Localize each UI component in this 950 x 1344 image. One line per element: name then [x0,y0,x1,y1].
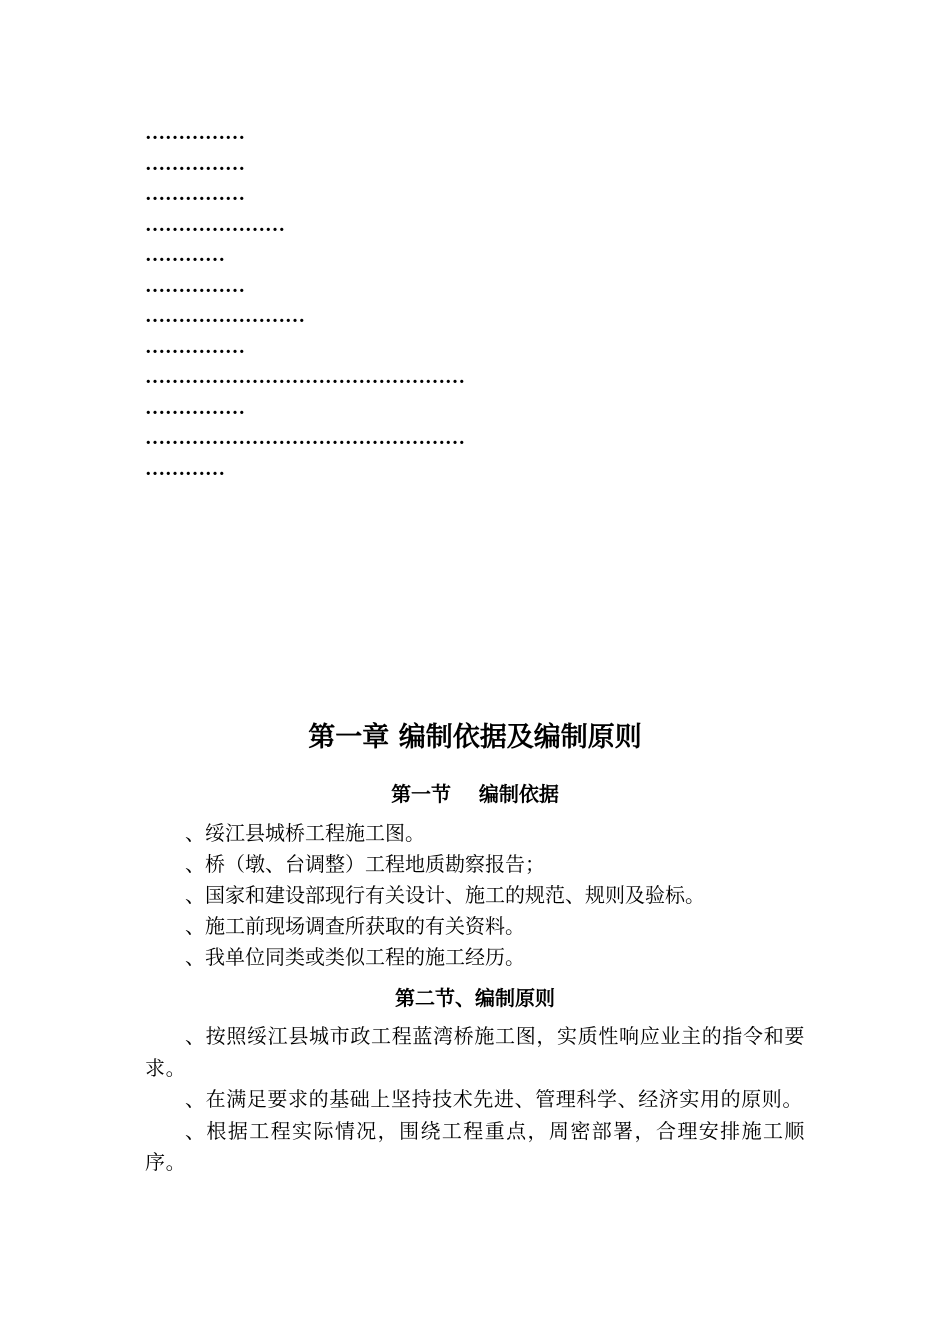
basis-list [145,818,805,973]
toc-line: …………………… [145,305,305,327]
chapter-content [145,716,805,1179]
chapter-title: 第一章 编制依据及编制原则 [308,722,642,753]
section-title-principles: 第二节、编制原则 [395,986,555,1010]
toc-line: ………………………………………… [145,366,465,388]
list-item: 、绥江县城桥工程施工图。 [185,821,425,845]
section-title-basis: 第一节 编制依据 [391,782,559,806]
toc-line: ………………………………………… [145,427,465,449]
toc-line: …………… [145,335,245,358]
toc-line: …………… [145,152,245,175]
table-of-contents [145,118,805,484]
toc-line: ………………… [145,213,285,236]
toc-line: ………… [145,457,225,480]
toc-line: …………… [145,274,245,297]
list-item: 、按照绥江县城市政工程蓝湾桥施工图，实质性响应业主的指令和要求。 [145,1024,805,1080]
list-item: 、在满足要求的基础上坚持技术先进、管理科学、经济实用的原则。 [185,1087,803,1111]
principle-list [145,1021,805,1179]
list-item: 、施工前现场调查所获取的有关资料。 [185,914,525,938]
list-item: 、我单位同类或类似工程的施工经历。 [185,945,525,969]
list-item: 、根据工程实际情况，围绕工程重点，周密部署，合理安排施工顺序。 [145,1118,805,1174]
list-item: 、国家和建设部现行有关设计、施工的规范、规则及验标。 [185,883,705,907]
toc-line: …………… [145,122,245,144]
toc-line: …………… [145,183,245,205]
toc-line: ………… [145,244,225,266]
toc-line: …………… [145,396,245,419]
list-item: 、桥（墩、台调整）工程地质勘察报告； [185,852,545,876]
